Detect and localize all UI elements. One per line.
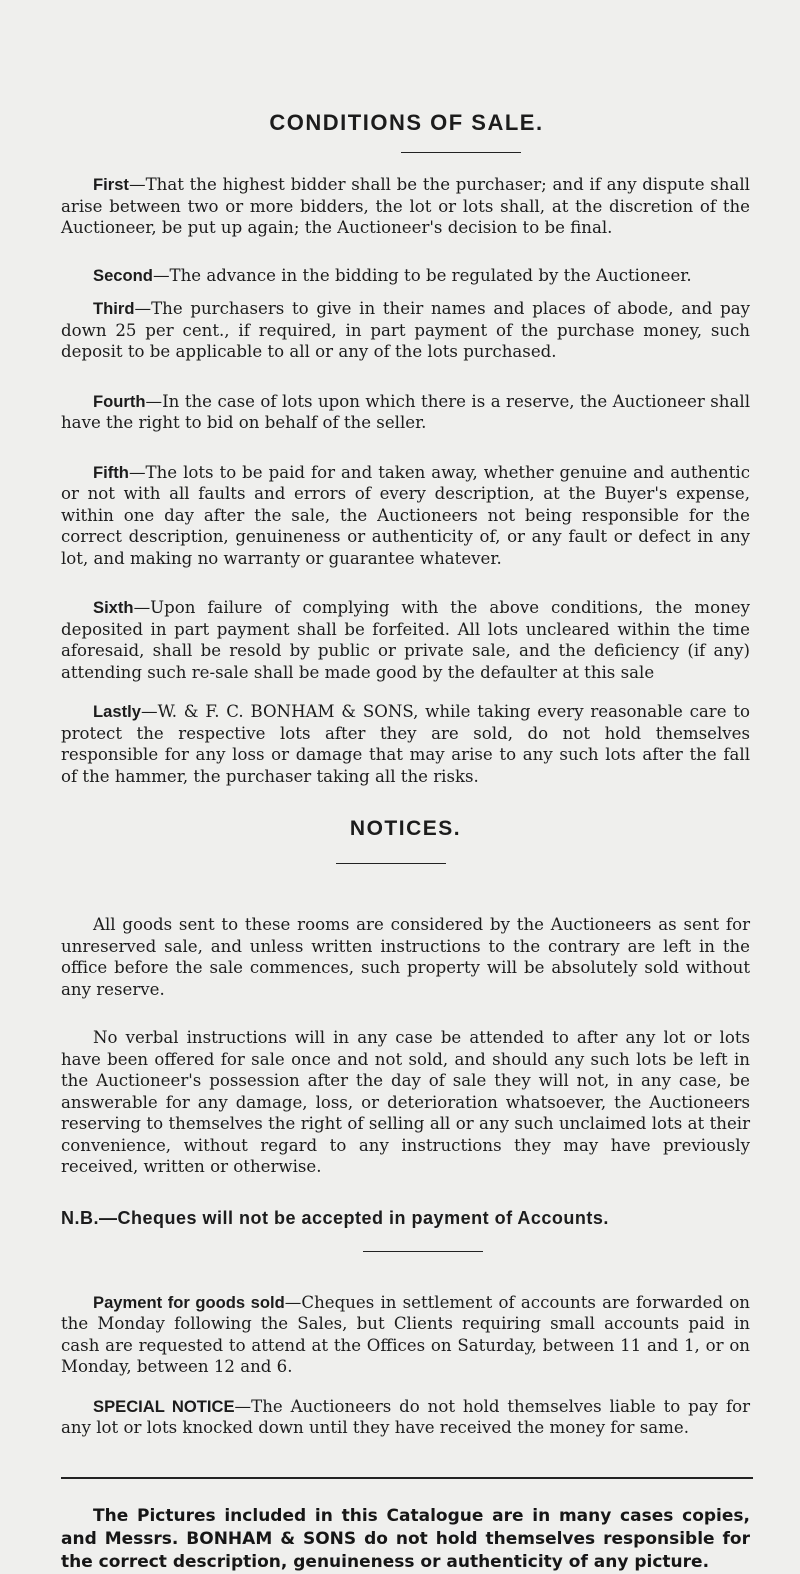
nb-underline [363,1251,483,1252]
notice-verbal-instructions: No verbal instructions will in any case be attended to after any lot or lots have been offered for sale once and not sold, and should any such lots be left in the Auctioneer's possession after the day of sale they will not, in any case, be answerable for any damage, loss, or deterioration whatsoever, the Auctioneers reserving to themselves the right of selling all or any such unclaimed lots at their convenience, without regard to any instructions they may have previously received, written or otherwise. [61,1028,750,1176]
conditions-title: CONDITIONS OF SALE. [269,110,544,135]
notice-payment-lead: Payment for goods sold [93,1292,285,1312]
notice-cheques: N.B.—Cheques will not be accepted in payment of Accounts. [61,1207,609,1228]
notice-special-text: —The Auctioneers do not hold themselves liable to pay for any lot or lots knocked down until they have received the money for same. [61,1396,751,1437]
condition-third-lead: Third [93,299,135,318]
condition-first-lead: First [93,175,129,194]
notice-special-lead: SPECIAL NOTICE [93,1396,235,1416]
condition-fifth-lead: Fifth [93,462,129,482]
condition-lastly [61,701,750,787]
notice-payment [61,1292,750,1378]
condition-fifth [61,462,750,570]
notice-pictures: The Pictures included in this Catalogue are in many cases copies, and Messrs. BONHAM & SONS do not hold themselves responsible for the correct description, genuineness or authenticity of any picture. [61,1505,750,1572]
condition-fourth-text: —In the case of lots upon which there is a reserve, the Auctioneer shall have the right to bid on behalf of the seller. [61,391,750,432]
notice-special [61,1396,750,1439]
condition-lastly-lead: Lastly [93,702,141,721]
notices-heading-wrap [61,817,750,864]
divider-rule [61,1477,753,1479]
condition-sixth [61,597,750,683]
notice-payment-text: —Cheques in settlement of accounts are forwarded on the Monday following the Sales, but Clients requiring small accounts paid in cash are requested to attend at the Offices on Saturday, between 11 and 1, or on Monday, between 12 and 6. [61,1292,750,1376]
condition-third-text: —The purchasers to give in their names and places of abode, and pay down 25 per cent., if required, in part payment of the purchase money, such deposit to be applicable to all or any of the lots purchased. [61,299,750,361]
notices-title: NOTICES. [349,817,462,840]
notices-underline [336,863,446,864]
condition-second-text: —The advance in the bidding to be regulated by the Auctioneer. [152,265,692,285]
condition-sixth-lead: Sixth [93,598,134,617]
condition-fifth-text: —The lots to be paid for and taken away, whether genuine and authentic or not with all faults and errors of every description, at the Buyer's expense, within one day after the sale, the Auctioneers not being responsible for the correct description, genuineness or authenticity of, or any fault or defect in any lot, and making no warranty or guarantee whatever. [61,462,750,568]
condition-third [61,298,750,363]
condition-lastly-text: —W. & F. C. BONHAM & SONS, while taking every reasonable care to protect the respective lots after they are sold, do not hold themselves responsible for any loss or damage that may arise to any such lots after the fall of the hammer, the purchaser taking all the risks. [61,702,750,786]
condition-first-text: —That the highest bidder shall be the purchaser; and if any dispute shall arise between two or more bidders, the lot or lots shall, at the discretion of the Auctioneer, be put up again; the Auctioneer's decision to be final. [61,175,750,237]
condition-sixth-text: —Upon failure of complying with the above conditions, the money deposited in part payment shall be forfeited. All lots uncleared within the time aforesaid, shall be resold by public or private sale, and the deficiency (if any) attending such re-sale shall be made good by the defaulter at this sale [61,598,750,682]
condition-first [61,174,750,239]
condition-fourth [61,391,750,434]
condition-second-lead: Second [93,265,153,285]
condition-fourth-lead: Fourth [93,391,146,411]
condition-second [61,265,750,287]
title-underline [401,152,521,153]
notice-unreserved-sale: All goods sent to these rooms are considered by the Auctioneers as sent for unreserved sale, and unless written instructions to the contrary are left in the office before the sale commences, such property will be absolutely sold without any reserve. [61,915,750,999]
